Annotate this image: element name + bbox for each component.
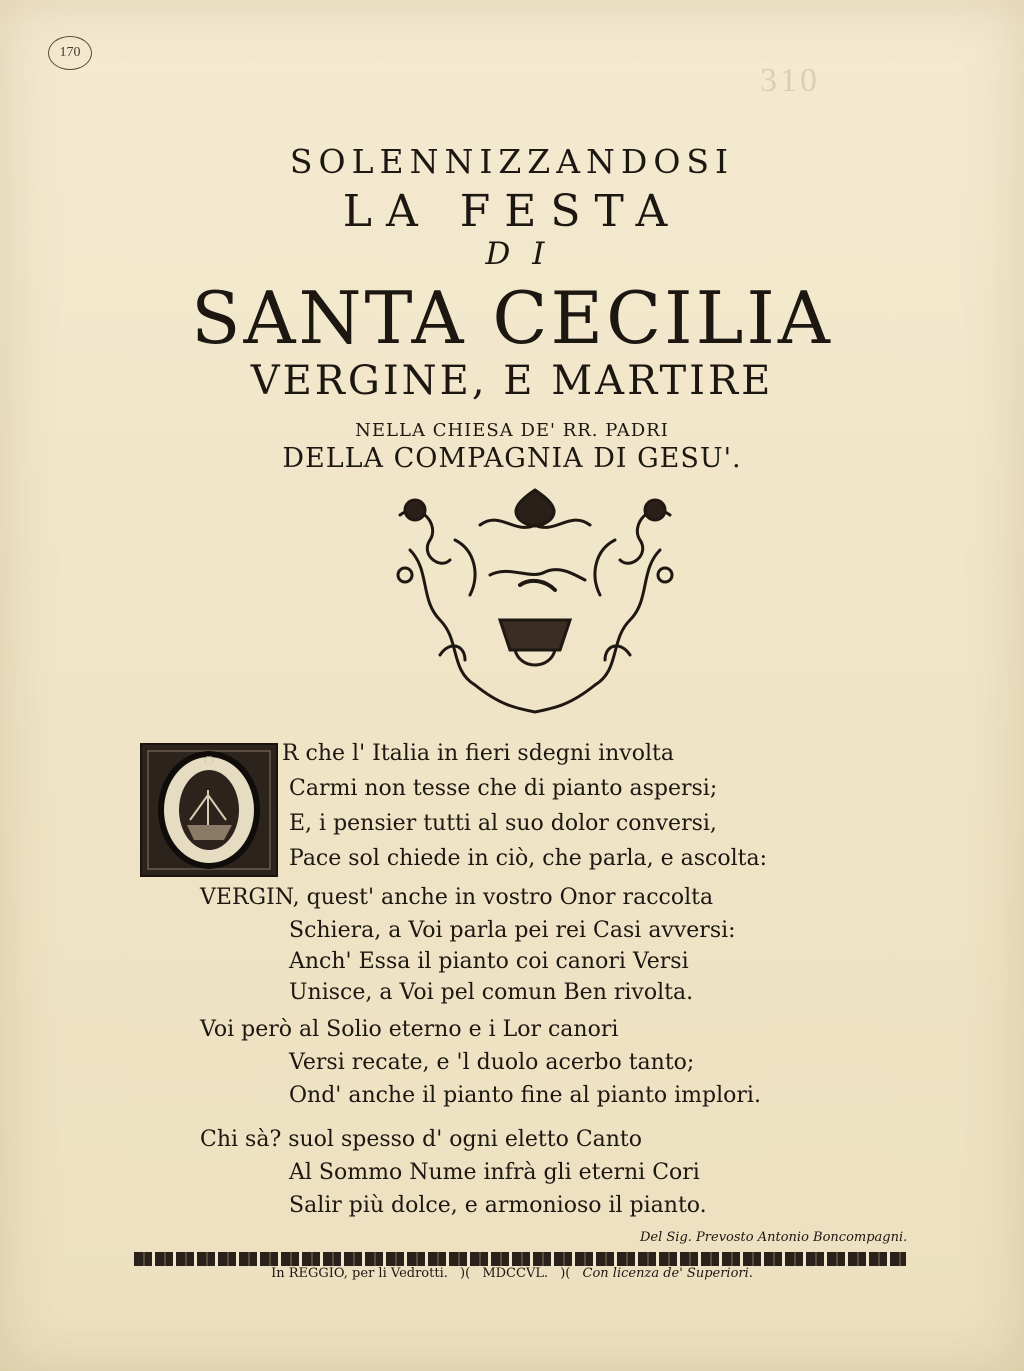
poem-line: R che l' Italia in fieri sdegni involta [282, 741, 674, 766]
title-main: SANTA CECILIA [191, 276, 833, 360]
poem-line: E, i pensier tutti al suo dolor conversi, [289, 811, 717, 836]
title-line-2: LA FESTA [342, 186, 682, 237]
poem-line: Anch' Essa il pianto coi canori Versi [289, 949, 689, 974]
title-line-1: SOLENNIZZANDOSI [289, 142, 735, 181]
poem-line: Unisce, a Voi pel comun Ben rivolta. [289, 980, 694, 1005]
imprint-year: MDCCVL. [482, 1266, 549, 1281]
title-line-6: NELLA CHIESA DE' RR. PADRI [355, 420, 669, 441]
poem-line: Voi però al Solio eterno e i Lor canori [200, 1017, 619, 1042]
imprint-line [0, 1266, 1024, 1281]
poem-line: Salir più dolce, e armonioso il pianto. [289, 1193, 707, 1218]
poem-line: VERGIN, quest' anche in vostro Onor raccolta [200, 885, 714, 910]
initial-letter: O [203, 754, 215, 769]
coat-of-arms-cartouche-icon [380, 480, 690, 720]
title-line-7: DELLA COMPAGNIA DI GESU'. [282, 443, 742, 474]
imprint-place: In REGGIO, per li Vedrotti. [271, 1266, 448, 1281]
poem-line: Carmi non tesse che di pianto aspersi; [289, 776, 718, 801]
poem-line: Chi sà? suol spesso d' ogni eletto Canto [200, 1127, 643, 1152]
archive-mark: 170 [48, 36, 92, 70]
imprint-separator: )( [560, 1266, 571, 1281]
title-line-3: DI [485, 236, 567, 272]
faint-number: 310 [760, 62, 820, 99]
imprint-separator: )( [460, 1266, 471, 1281]
author-credit: Del Sig. Prevosto Antonio Boncompagni. [640, 1230, 908, 1245]
poem-line: Versi recate, e 'l duolo acerbo tanto; [289, 1050, 695, 1075]
poem-line: Schiera, a Voi parla pei rei Casi avversi: [289, 918, 736, 943]
poem-line: Ond' anche il pianto fine al pianto implori. [289, 1083, 761, 1108]
decorative-border [134, 1252, 906, 1266]
title-line-5: VERGINE, E MARTIRE [250, 358, 774, 404]
decorated-initial-o [140, 743, 278, 877]
poem-line: Al Sommo Nume infrà gli eterni Cori [289, 1160, 700, 1185]
poem-line: Pace sol chiede in ciò, che parla, e ascolta: [289, 846, 768, 871]
imprint-licence: Con licenza de' Superiori. [582, 1266, 753, 1281]
